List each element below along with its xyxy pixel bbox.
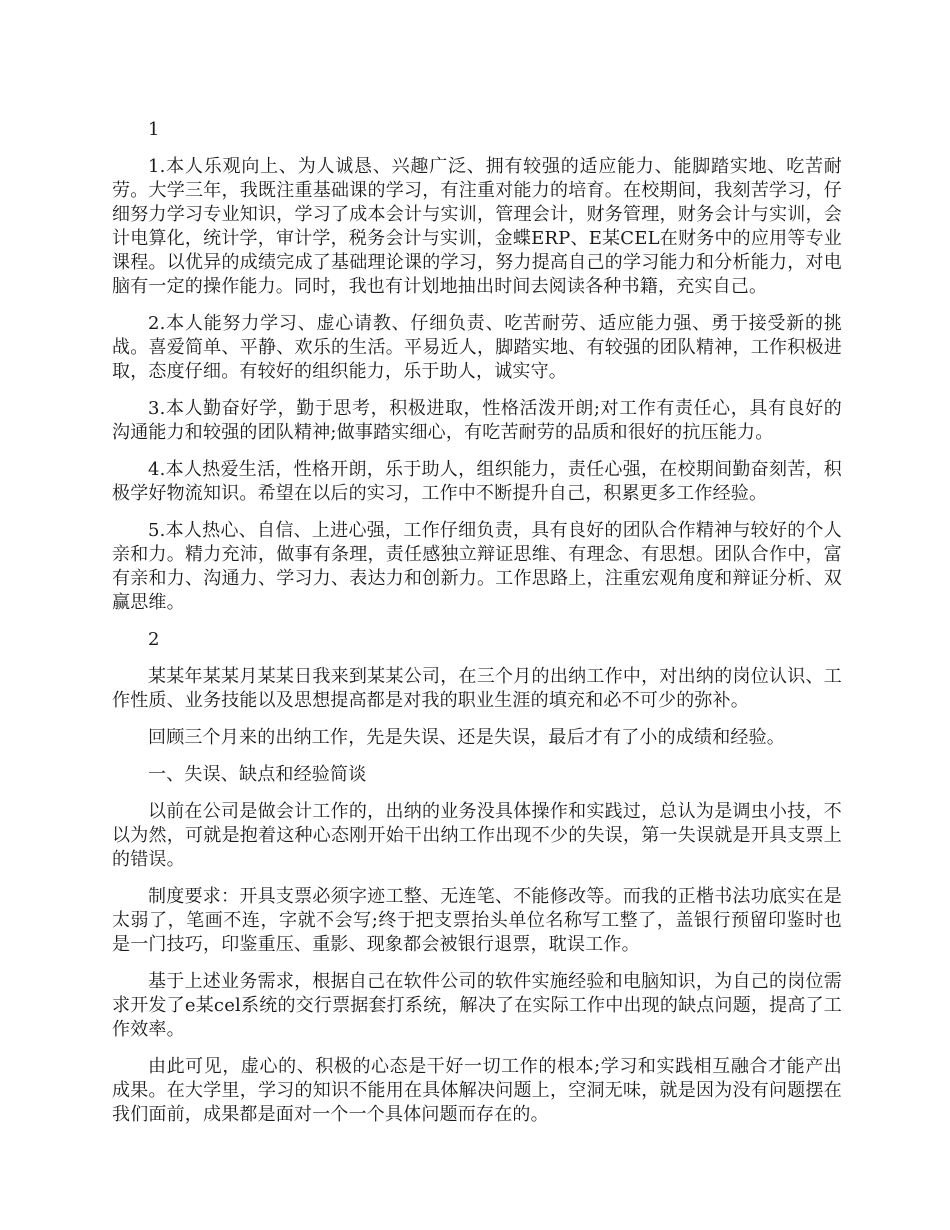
- paragraph: 3.本人勤奋好学，勤于思考，积极进取，性格活泼开朗;对工作有责任心，具有良好的沟通能力和较强的团队精神;做事踏实细心，有吃苦耐劳的品质和很好的抗压能力。: [112, 398, 842, 443]
- paragraph: 回顾三个月来的出纳工作，先是失误、还是失误，最后才有了小的成绩和经验。: [148, 727, 785, 748]
- paragraph: 2.本人能努力学习、虚心请教、仔细负责、吃苦耐劳、适应能力强、勇于接受新的挑战。喜爱简单、平静、欢乐的生活。平易近人，脚踏实地、有较强的团队精神，工作积极进取，态度仔细。有较好的组织能力，乐于助人，诚实守。: [112, 313, 842, 382]
- paragraph: 基于上述业务需求，根据自己在软件公司的软件实施经验和电脑知识，为自己的岗位需求开发了e某cel系统的交行票据套打系统，解决了在实际工作中出现的缺点问题，提高了工作效率。: [112, 971, 842, 1040]
- paragraph: 4.本人热爱生活，性格开朗，乐于助人，组织能力，责任心强，在校期间勤奋刻苦，积极学好物流知识。希望在以后的实习，工作中不断提升自己，积累更多工作经验。: [112, 459, 842, 504]
- paragraph: 由此可见，虚心的、积极的心态是干好一切工作的根本;学习和实践相互融合才能产出成果。在大学里，学习的知识不能用在具体解决问题上，空洞无味，就是因为没有问题摆在我们面前，成果都是面对一个一个具体问题而存在的。: [112, 1056, 842, 1125]
- section-number: 1: [148, 119, 160, 140]
- paragraph: 以前在公司是做会计工作的，出纳的业务没具体操作和实践过，总认为是调虫小技，不以为然，可就是抱着这种心态刚开始干出纳工作出现不少的失误，第一失误就是开具支票上的错误。: [112, 801, 842, 870]
- document-page: [112, 118, 842, 1140]
- section-heading: 一、失误、缺点和经验简谈: [148, 764, 367, 785]
- paragraph: 某某年某某月某某日我来到某某公司，在三个月的出纳工作中，对出纳的岗位认识、工作性质、业务技能以及思想提高都是对我的职业生涯的填充和必不可少的弥补。: [112, 666, 842, 711]
- paragraph: 制度要求：开具支票必须字迹工整、无连笔、不能修改等。而我的正楷书法功底实在是太弱了，笔画不连，字就不会写;终于把支票抬头单位名称写工整了，盖银行预留印鉴时也是一门技巧，印鉴重压、重影、现象都会被银行退票，耽误工作。: [112, 886, 842, 955]
- section-number: 2: [148, 629, 160, 650]
- paragraph: 1.本人乐观向上、为人诚恳、兴趣广泛、拥有较强的适应能力、能脚踏实地、吃苦耐劳。大学三年，我既注重基础课的学习，有注重对能力的培育。在校期间，我刻苦学习，仔细努力学习专业知识，学习了成本会计与实训，管理会计，财务管理，财务会计与实训，会计电算化，统计学，审计学，税务会计与实训，金蝶ERP、E某CEL在财务中的应用等专业课程。以优异的成绩完成了基础理论课的学习，努力提高自己的学习能力和分析能力，对电脑有一定的操作能力。同时，我也有计划地抽出时间去阅读各种书籍，充实自己。: [112, 156, 842, 297]
- paragraph: 5.本人热心、自信、上进心强，工作仔细负责，具有良好的团队合作精神与较好的个人亲和力。精力充沛，做事有条理，责任感独立辩证思维、有理念、有思想。团队合作中，富有亲和力、沟通力、学习力、表达力和创新力。工作思路上，注重宏观角度和辩证分析、双赢思维。: [112, 520, 842, 613]
